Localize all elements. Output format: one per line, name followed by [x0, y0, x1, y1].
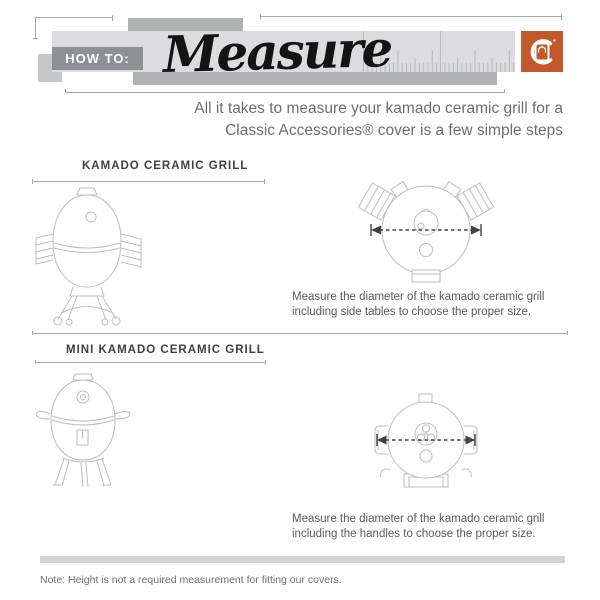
tick: [561, 14, 562, 20]
tick: [265, 360, 266, 365]
mini-kamado-grill-side-view-icon: [26, 370, 138, 488]
tick: [65, 89, 66, 93]
page-title: Measure: [162, 19, 392, 84]
tick: [32, 179, 33, 184]
footer-note: Note: Height is not a required measurement for fitting our covers.: [40, 574, 342, 586]
tick: [567, 331, 568, 335]
caption-line-1: Measure the diameter of the kamado ceramic grill: [292, 291, 545, 303]
tick: [264, 179, 265, 184]
intro-line-2: Classic Accessories® cover is a few simple steps: [225, 122, 563, 139]
caption-line-1: Measure the diameter of the kamado ceramic grill: [292, 513, 545, 525]
tick: [260, 14, 261, 19]
measure-caption-mini-kamado: [292, 512, 544, 542]
mini-kamado-grill-top-view-icon: [326, 382, 526, 500]
how-to-kicker: HOW TO:: [52, 47, 143, 70]
section-divider-line: [32, 333, 568, 334]
classic-accessories-logo-icon: [521, 31, 563, 72]
tick: [504, 89, 505, 93]
tick: [35, 17, 36, 39]
section-measure-line: [32, 181, 265, 182]
tick: [33, 38, 38, 39]
tick: [35, 360, 36, 364]
kamado-grill-side-view-icon: [28, 186, 146, 326]
tick: [112, 15, 113, 21]
intro-line-1: All it takes to measure your kamado ceramic grill for a: [194, 100, 563, 117]
section-measure-line: [35, 362, 265, 363]
section-title-kamado: KAMADO CERAMIC GRILL: [82, 160, 249, 172]
caption-line-2: including the handles to choose the proper size.: [292, 528, 536, 540]
section-title-mini-kamado: MINI KAMADO CERAMIC GRILL: [66, 344, 265, 356]
kamado-grill-top-view-icon: [326, 166, 526, 296]
tick: [32, 331, 33, 335]
footer-bar: [40, 556, 565, 563]
intro-text: [194, 98, 563, 142]
header-measure-line-top-right: [260, 16, 562, 17]
header-measure-line-top-left: [35, 17, 113, 18]
measure-caption-kamado: [292, 290, 544, 320]
caption-line-2: including side tables to choose the proper size.: [292, 306, 532, 318]
header-measure-line-bottom: [65, 92, 505, 93]
